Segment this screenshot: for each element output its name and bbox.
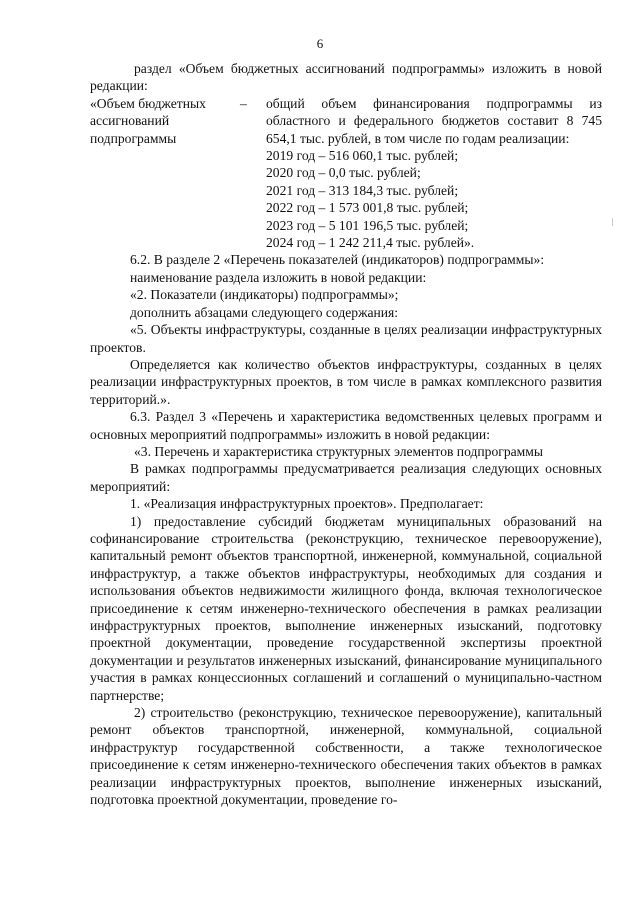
paragraph-within-subprogram: В рамках подпрограммы предусматривается реализация следующих основных мероприятий: <box>90 461 602 494</box>
paragraph-defined-as: Определяется как количество объектов инфраструктуры, созданных в целях реализации инфраструктурных проектов, в том числе в рамках комплексного развития территорий.». <box>90 356 602 407</box>
paragraph-subitem-2: 2) строительство (реконструкцию, техническое перевооружение), капитальный ремонт объектов транспортной, инженерной, коммунальной, социальной инфраструктур государственной собственности, а также технологическое присоединение к сетям инженерно-технического обеспечения таких объектов в рамках реализации инфраструктурных проектов, выполнение инженерных изысканий, подготовка проектной документации, проведение го- <box>90 705 602 808</box>
budget-year-2022: 2022 год – 1 573 001,8 тыс. рублей; <box>266 200 469 216</box>
budget-year-2021: 2021 год – 313 184,3 тыс. рублей; <box>266 182 459 198</box>
paragraph-new-section-name: «2. Показатели (индикаторы) подпрограммы»; <box>130 287 399 303</box>
budget-table <box>90 95 602 252</box>
paragraph-subitem-1: 1) предоставление субсидий бюджетам муниципальных образований на софинансирование строительства (реконструкцию, техническое перевооружение), капитальный ремонт объектов транспортной, инженерной, коммунальной, социальной инфраструктур, а также объектов инфраструктуры, необходимых для создания и использования объектов недвижимости жилищного фонда, включая технологическое присоединение к сетям инженерно-технического обеспечения в рамках реализации инфраструктурных проектов, выполнение инженерных изысканий, подготовку проектной документации, проведение государственной экспертизы проектной документации и результатов инженерных изысканий, финансирование муниципального участия в рамках концессионных соглашений и соглашений о муниципально-частном партнерстве; <box>90 513 602 703</box>
scan-mark <box>612 218 613 226</box>
budget-total-text: общий объем финансирования подпрограммы из областного и федерального бюджетов составит 8 745 654,1 тыс. рублей, в том числе по годам реализации: <box>266 95 602 146</box>
budget-year-2019: 2019 год – 516 060,1 тыс. рублей; <box>266 148 459 164</box>
section-3-title: «3. Перечень и характеристика структурных элементов подпрограммы <box>134 443 544 459</box>
paragraph-6-3: 6.3. Раздел 3 «Перечень и характеристика ведомственных целевых программ и основных мероприятий подпрограммы» изложить в новой редакции: <box>90 409 602 442</box>
paragraph-item-1: 1. «Реализация инфраструктурных проектов». Предполагает: <box>130 496 484 512</box>
budget-table-dash: – <box>240 95 247 111</box>
budget-year-2023: 2023 год – 5 101 196,5 тыс. рублей; <box>266 217 469 233</box>
page-number: 6 <box>316 36 324 51</box>
budget-table-label: «Объем бюджетных ассигнований подпрограммы <box>90 95 206 146</box>
budget-table-value <box>266 95 602 252</box>
budget-year-2020: 2020 год – 0,0 тыс. рублей; <box>266 165 421 181</box>
paragraph-6-2: 6.2. В разделе 2 «Перечень показателей (индикаторов) подпрограммы»: <box>130 252 545 268</box>
paragraph-add-text: дополнить абзацами следующего содержания: <box>130 304 399 320</box>
budget-intro-paragraph: раздел «Объем бюджетных ассигнований подпрограммы» изложить в новой редакции: <box>90 61 602 94</box>
paragraph-infrastructure-objects: «5. Объекты инфраструктуры, созданные в целях реализации инфраструктурных проектов. <box>90 322 602 355</box>
paragraph-rename-section: наименование раздела изложить в новой редакции: <box>130 269 427 285</box>
budget-year-2024: 2024 год – 1 242 211,4 тыс. рублей». <box>266 235 475 251</box>
document-body <box>90 60 602 808</box>
